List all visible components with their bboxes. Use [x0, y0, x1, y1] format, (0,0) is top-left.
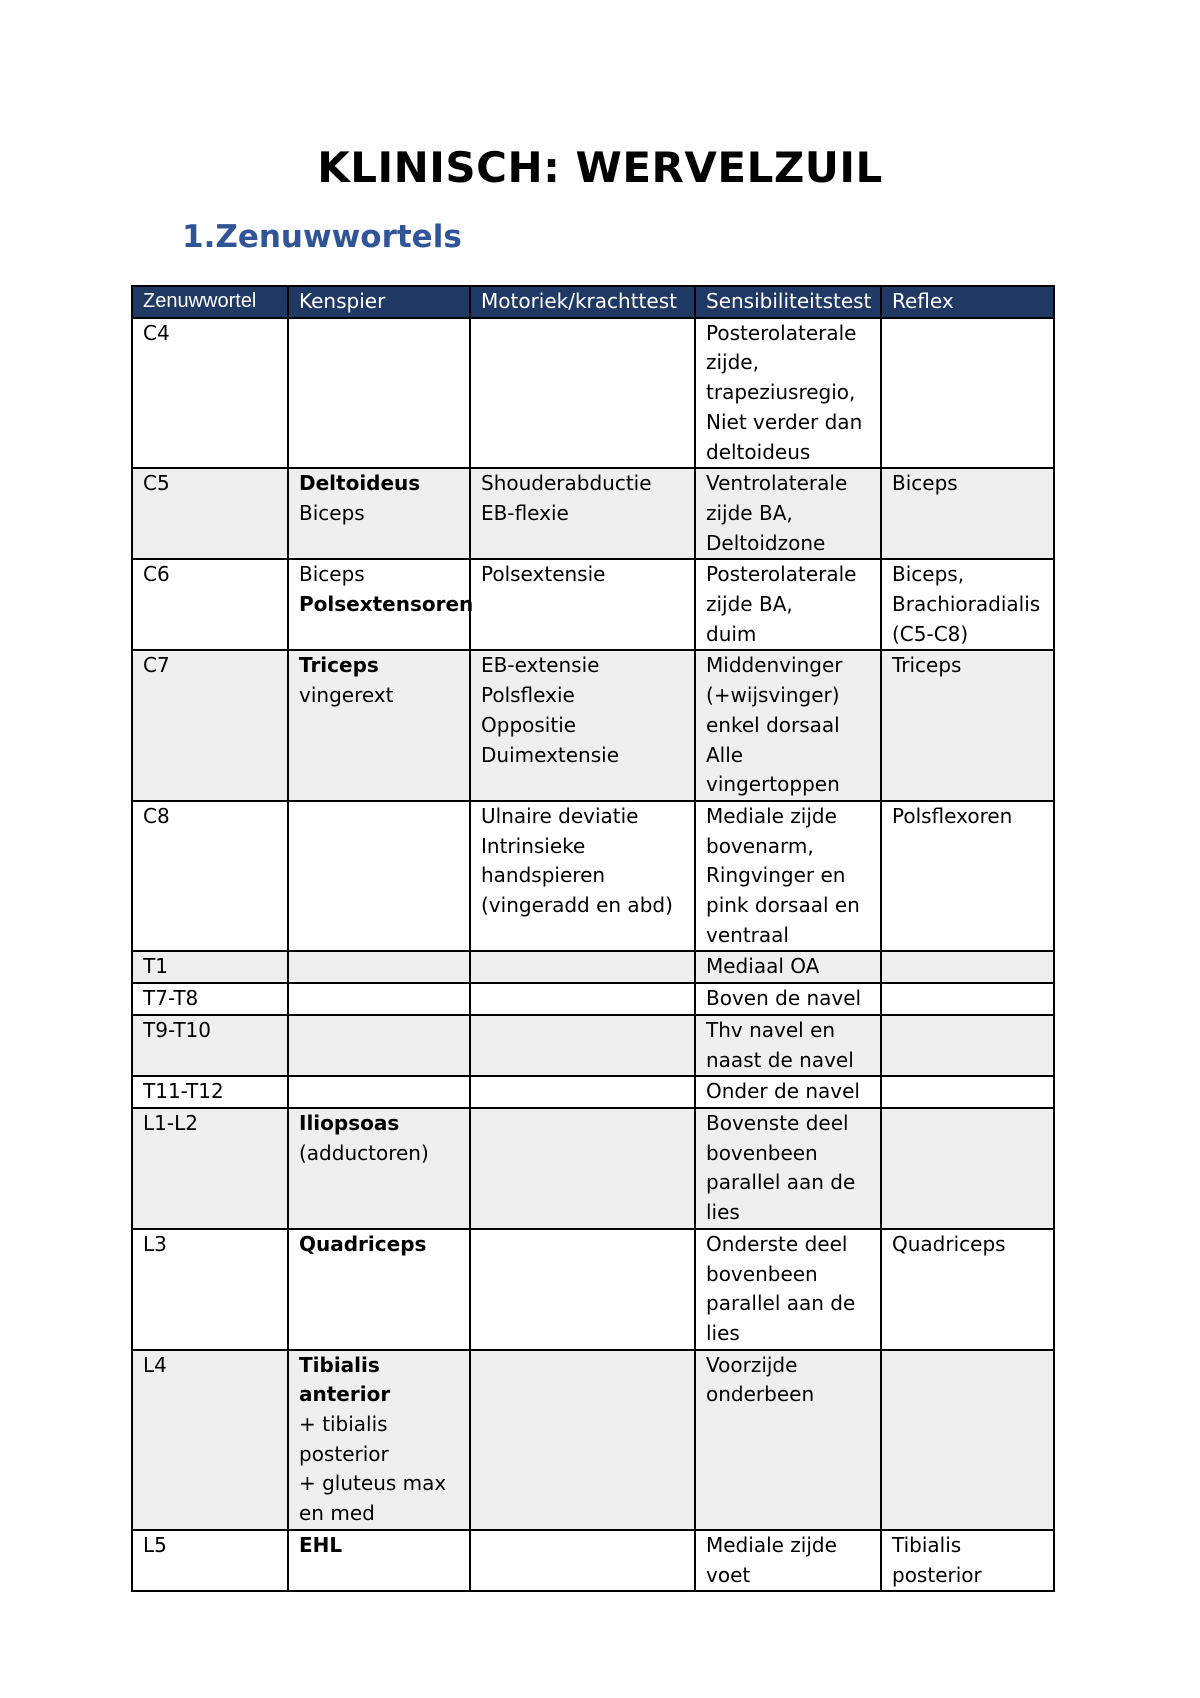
- section-title: Zenuwwortels: [215, 219, 462, 255]
- cell-nerve-root: [132, 1015, 288, 1076]
- table-row: [132, 559, 1054, 650]
- key-muscle-text: (adductoren): [299, 1140, 429, 1165]
- cell-reflex: [881, 1350, 1054, 1530]
- cell-nerve-root: [132, 650, 288, 801]
- table-row: [132, 983, 1054, 1015]
- cell-key-muscle: [288, 1076, 470, 1108]
- reflex-text: Triceps: [892, 653, 962, 678]
- sensory-test-text: Boven de navel: [706, 986, 862, 1011]
- cell-sensory-test: [695, 983, 881, 1015]
- cell-nerve-root: [132, 1530, 288, 1591]
- cell-key-muscle: [288, 1108, 470, 1229]
- table-row: [132, 1229, 1054, 1350]
- cell-key-muscle: [288, 801, 470, 952]
- nerve-root-text: C7: [143, 653, 170, 678]
- cell-key-muscle: [288, 650, 470, 801]
- cell-motor-test: [470, 318, 695, 469]
- key-muscle-bold-text: Triceps: [299, 653, 379, 678]
- key-muscle-bold-text: Iliopsoas: [299, 1110, 400, 1135]
- cell-sensory-test: [695, 801, 881, 952]
- nerve-root-text: L1-L2: [143, 1110, 198, 1135]
- cell-reflex: [881, 650, 1054, 801]
- reflex-text: Polsflexoren: [892, 803, 1013, 828]
- sensory-test-text: Onder de navel: [706, 1079, 860, 1104]
- cell-motor-test: [470, 983, 695, 1015]
- sensory-test-text: Posterolaterale zijde, trapeziusregio, Niet verder dan deltoideus: [706, 320, 863, 464]
- cell-motor-test: [470, 1015, 695, 1076]
- cell-key-muscle: [288, 1015, 470, 1076]
- cell-key-muscle: [288, 468, 470, 559]
- cell-sensory-test: [695, 951, 881, 983]
- table-row: [132, 1350, 1054, 1530]
- table-row: [132, 1530, 1054, 1591]
- cell-sensory-test: [695, 559, 881, 650]
- table-row: [132, 468, 1054, 559]
- sensory-test-text: Ventrolaterale zijde BA, Deltoidzone: [706, 471, 848, 555]
- cell-nerve-root: [132, 951, 288, 983]
- key-muscle-bold-text: Quadriceps: [299, 1231, 427, 1256]
- header-sensory-test: Sensibiliteitstest: [695, 286, 881, 318]
- cell-reflex: [881, 1530, 1054, 1591]
- motor-test-text: Polsextensie: [481, 562, 606, 587]
- cell-reflex: [881, 1108, 1054, 1229]
- table-row: [132, 951, 1054, 983]
- key-muscle-bold-text: Polsextensoren: [299, 592, 474, 617]
- cell-key-muscle: [288, 951, 470, 983]
- sensory-test-text: Posterolaterale zijde BA, duim: [706, 562, 857, 646]
- nerve-root-text: L4: [143, 1352, 167, 1377]
- nerve-root-text: C5: [143, 471, 170, 496]
- header-reflex: Reflex: [881, 286, 1054, 318]
- cell-reflex: [881, 1015, 1054, 1076]
- sensory-test-text: Mediale zijde bovenarm, Ringvinger en pink dorsaal en ventraal: [706, 803, 860, 947]
- header-nerve-root: Zenuwwortel: [132, 286, 288, 318]
- cell-motor-test: [470, 1350, 695, 1530]
- cell-reflex: [881, 1229, 1054, 1350]
- cell-motor-test: [470, 1108, 695, 1229]
- cell-key-muscle: [288, 1530, 470, 1591]
- cell-nerve-root: [132, 318, 288, 469]
- cell-reflex: [881, 801, 1054, 952]
- cell-motor-test: [470, 650, 695, 801]
- cell-key-muscle: [288, 1229, 470, 1350]
- cell-sensory-test: [695, 1350, 881, 1530]
- sensory-test-text: Onderste deel bovenbeen parallel aan de lies: [706, 1231, 856, 1345]
- nerve-root-text: T11-T12: [143, 1079, 224, 1104]
- cell-sensory-test: [695, 468, 881, 559]
- key-muscle-bold-text: EHL: [299, 1532, 343, 1557]
- cell-nerve-root: [132, 1108, 288, 1229]
- reflex-text: Biceps: [892, 471, 958, 496]
- page-title: KLINISCH: WERVELZUIL: [317, 143, 883, 192]
- sensory-test-text: Bovenste deel bovenbeen parallel aan de lies: [706, 1110, 856, 1225]
- motor-test-text: Shouderabductie EB-flexie: [481, 471, 652, 525]
- cell-reflex: [881, 951, 1054, 983]
- header-key-muscle: Kenspier: [288, 286, 470, 318]
- sensory-test-text: Voorzijde onderbeen: [706, 1352, 815, 1407]
- key-muscle-text: Biceps: [299, 562, 365, 587]
- nerve-roots-table: [131, 285, 1055, 1592]
- cell-sensory-test: [695, 650, 881, 801]
- nerve-root-text: C4: [143, 320, 170, 345]
- nerve-root-text: T9-T10: [143, 1017, 211, 1042]
- cell-sensory-test: [695, 1076, 881, 1108]
- cell-motor-test: [470, 1076, 695, 1108]
- cell-key-muscle: [288, 559, 474, 650]
- cell-motor-test: [470, 1530, 695, 1591]
- reflex-text: Quadriceps: [892, 1231, 1006, 1256]
- sensory-test-text: Mediale zijde voet: [706, 1532, 837, 1587]
- motor-test-text: EB-extensie Polsflexie Oppositie Duimextensie: [481, 653, 620, 767]
- nerve-root-text: T1: [143, 954, 168, 979]
- cell-key-muscle: [288, 983, 470, 1015]
- nerve-root-text: T7-T8: [143, 986, 199, 1011]
- cell-nerve-root: [132, 801, 288, 952]
- reflex-text: Biceps, Brachioradialis (C5-C8): [892, 562, 1041, 646]
- sensory-test-text: Middenvinger (+wijsvinger) enkel dorsaal Alle vingertoppen: [706, 653, 843, 797]
- cell-sensory-test: [695, 1530, 881, 1591]
- cell-sensory-test: [695, 318, 881, 469]
- section-number: 1.: [182, 219, 216, 255]
- cell-nerve-root: [132, 1350, 288, 1530]
- cell-motor-test: [470, 468, 695, 559]
- cell-reflex: [881, 559, 1054, 650]
- section-heading: [182, 215, 462, 259]
- cell-key-muscle: [288, 1350, 470, 1530]
- key-muscle-text: Biceps: [299, 500, 365, 525]
- nerve-root-text: L3: [143, 1231, 167, 1256]
- cell-key-muscle: [288, 318, 470, 469]
- motor-test-text: Ulnaire deviatie Intrinsieke handspieren (vingeradd en abd): [481, 803, 673, 918]
- cell-nerve-root: [132, 1229, 288, 1350]
- table-row: [132, 1108, 1054, 1229]
- table-row: [132, 1076, 1054, 1108]
- cell-motor-test: [470, 801, 695, 952]
- sensory-test-text: Mediaal OA: [706, 954, 820, 979]
- key-muscle-text: + tibialis posterior + gluteus max en med: [299, 1412, 447, 1526]
- header-motor-test: Motoriek/krachttest: [470, 286, 695, 318]
- cell-sensory-test: [695, 1015, 881, 1076]
- reflex-text: Tibialis posterior: [892, 1532, 982, 1587]
- key-muscle-bold-text: Deltoideus: [299, 471, 421, 496]
- cell-motor-test: [470, 559, 695, 650]
- cell-motor-test: [470, 951, 695, 983]
- nerve-root-text: C8: [143, 803, 170, 828]
- cell-sensory-test: [695, 1229, 881, 1350]
- sensory-test-text: Thv navel en naast de navel: [706, 1017, 854, 1072]
- key-muscle-text: vingerext: [299, 683, 394, 708]
- table-row: [132, 650, 1054, 801]
- cell-reflex: [881, 1076, 1054, 1108]
- nerve-root-text: C6: [143, 562, 170, 587]
- table-header-row: [132, 286, 1054, 318]
- table-row: [132, 801, 1054, 952]
- cell-sensory-test: [695, 1108, 881, 1229]
- key-muscle-bold-text: Tibialis anterior: [299, 1352, 391, 1407]
- cell-nerve-root: [132, 1076, 288, 1108]
- cell-motor-test: [470, 1229, 695, 1350]
- cell-nerve-root: [132, 983, 288, 1015]
- cell-reflex: [881, 468, 1054, 559]
- table-row: [132, 1015, 1054, 1076]
- cell-reflex: [881, 318, 1054, 469]
- cell-nerve-root: [132, 559, 288, 650]
- table-row: [132, 318, 1054, 469]
- cell-nerve-root: [132, 468, 288, 559]
- cell-reflex: [881, 983, 1054, 1015]
- nerve-root-text: L5: [143, 1532, 167, 1557]
